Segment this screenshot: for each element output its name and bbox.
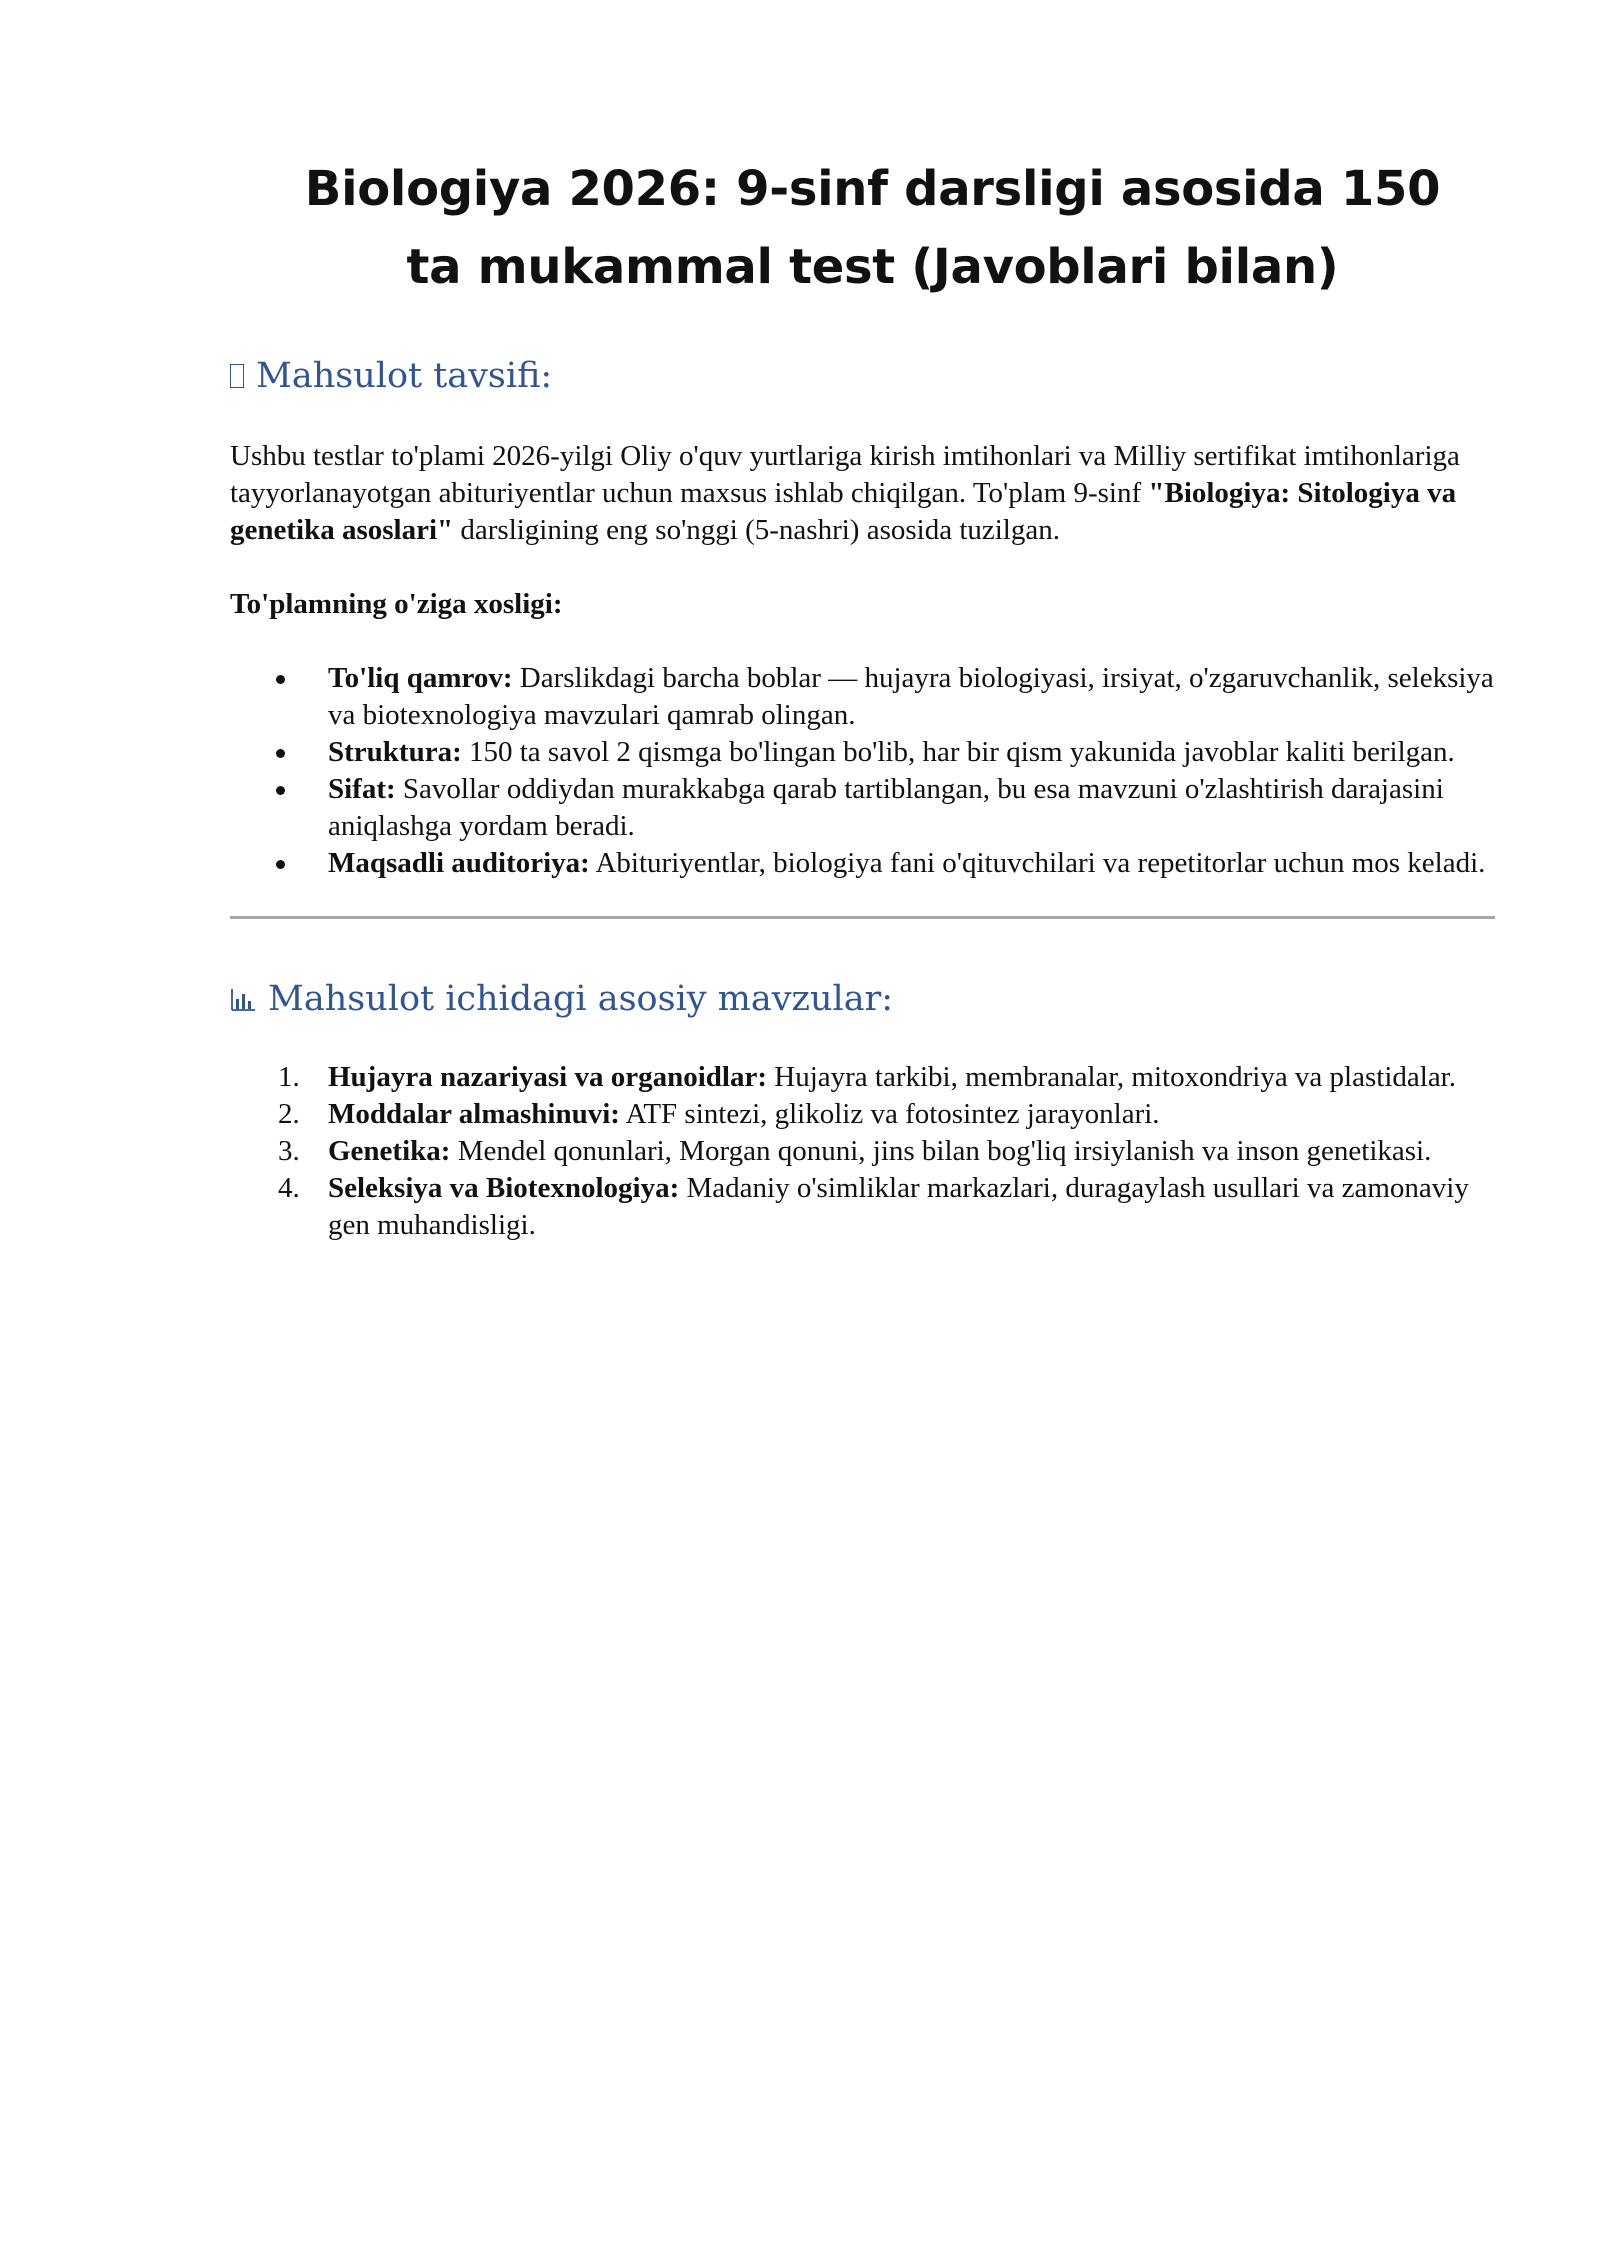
topic-label: Genetika:: [328, 1135, 451, 1167]
list-item: [328, 1133, 1495, 1170]
features-list: [230, 660, 1495, 882]
list-item: [328, 845, 1495, 882]
document-page: [230, 150, 1495, 1244]
list-item: [328, 660, 1495, 734]
bar-chart-icon: [230, 986, 256, 1012]
section-divider: [230, 916, 1495, 919]
topic-label: Seleksiya va Biotexnologiya:: [328, 1172, 680, 1204]
topic-text: Mendel qonunlari, Morgan qonuni, jins bilan bog'liq irsiylanish va inson genetikasi.: [450, 1135, 1432, 1167]
textbook-title: "Biologiya: Sitologiya va genetika asoslari": [230, 477, 1457, 546]
list-item: [328, 1096, 1495, 1133]
feature-label: Sifat:: [328, 773, 396, 805]
intro-text-end: darsligining eng so'nggi (5-nashri) asosida tuzilgan.: [453, 514, 1060, 546]
topic-text: Hujayra tarkibi, membranalar, mitoxondriya va plastidalar.: [767, 1061, 1456, 1093]
topics-list: [230, 1059, 1495, 1244]
feature-text: 150 ta savol 2 qismga bo'lingan bo'lib, har bir qism yakunida javoblar kaliti berilgan.: [461, 736, 1455, 768]
features-title: To'plamning o'ziga xosligi:: [230, 588, 563, 620]
feature-text: Darslikdagi barcha boblar — hujayra biologiyasi, irsiyat, o'zgaruvchanlik, seleksiya va biotexnologiya mavzulari qamrab olingan.: [328, 662, 1494, 731]
topic-text: Madaniy o'simliklar markazlari, duragaylash usullari va zamonaviy gen muhandisligi.: [328, 1172, 1469, 1241]
feature-text: Savollar oddiydan murakkabga qarab tartiblangan, bu esa mavzuni o'zlashtirish darajasini aniqlashga yordam beradi.: [328, 773, 1444, 842]
feature-label: To'liq qamrov:: [328, 662, 513, 694]
list-item: [328, 1059, 1495, 1096]
document-title: Biologiya 2026: 9-sinf darsligi asosida 150 ta mukammal test (Javoblari bilan): [304, 161, 1441, 295]
list-item: [328, 1170, 1495, 1244]
topic-label: Moddalar almashinuvi:: [328, 1098, 620, 1130]
feature-text: Abituriyentlar, biologiya fani o'qituvchilari va repetitorlar uchun mos keladi.: [589, 847, 1486, 879]
topics-heading: [230, 979, 1495, 1019]
intro-paragraph: [230, 438, 1495, 549]
intro-text-start: Ushbu testlar to'plami 2026-yilgi Oliy o'quv yurtlariga kirish imtihonlari va Milliy sertifikat imtihonlariga tayyorlanayotgan abituriyentlar uchun maxsus ishlab chiqilgan. To'plam 9-sinf: [230, 440, 1460, 509]
feature-label: Struktura:: [328, 736, 462, 768]
topic-label: Hujayra nazariyasi va organoidlar:: [328, 1061, 768, 1093]
box-icon: [230, 364, 244, 388]
description-heading-text: Mahsulot tavsifi:: [256, 356, 553, 396]
feature-label: Maqsadli auditoriya:: [328, 847, 590, 879]
topic-text: ATF sintezi, glikoliz va fotosintez jarayonlari.: [619, 1098, 1160, 1130]
list-item: [328, 734, 1495, 771]
list-item: [328, 771, 1495, 845]
description-heading: [230, 356, 1495, 396]
topics-heading-text: Mahsulot ichidagi asosiy mavzular:: [268, 979, 894, 1019]
